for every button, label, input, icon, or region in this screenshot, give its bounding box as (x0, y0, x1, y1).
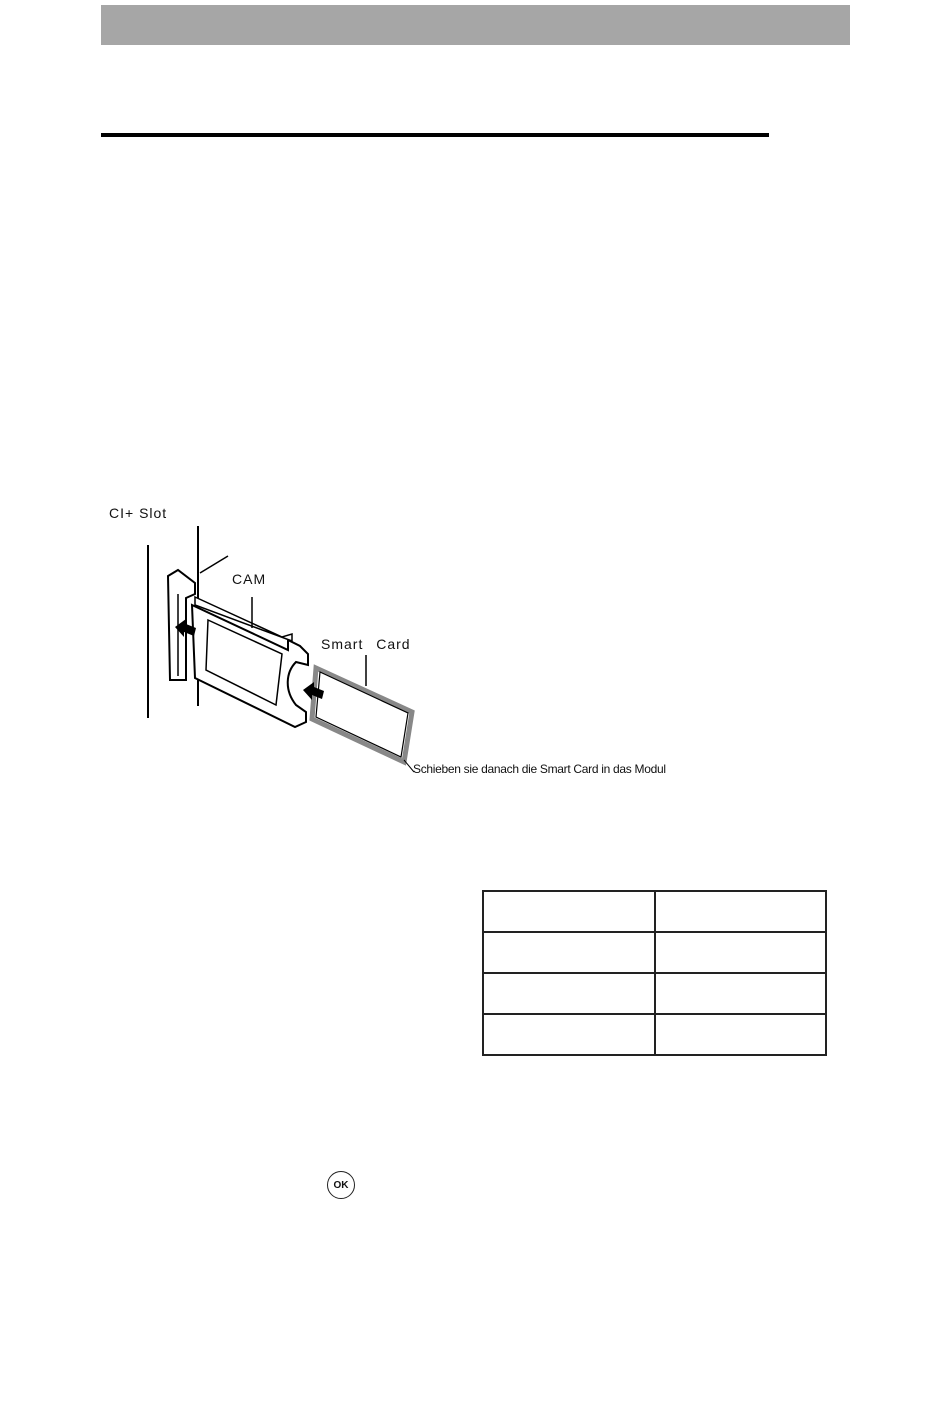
data-table (482, 890, 827, 1056)
table-cell (655, 891, 827, 932)
table-cell (483, 932, 655, 973)
table-row (483, 932, 826, 973)
table-cell (655, 932, 827, 973)
table-cell (483, 1014, 655, 1055)
table-cell (655, 973, 827, 1014)
table-cell (483, 891, 655, 932)
cam-label: CAM (232, 571, 267, 587)
table-cell (655, 1014, 827, 1055)
table-row (483, 891, 826, 932)
ok-button-icon (327, 1171, 355, 1199)
figure-caption: Schieben sie danach die Smart Card in das Modul (413, 762, 666, 776)
page-header-bar (101, 5, 850, 45)
table-cell (483, 973, 655, 1014)
table-row (483, 1014, 826, 1055)
table-row (483, 973, 826, 1014)
cam-module (192, 597, 308, 727)
smart-card-label: Smart Card (321, 636, 411, 652)
title-rule (101, 133, 769, 137)
cam-insertion-illustration (100, 500, 740, 790)
smart-card (312, 668, 412, 762)
ci-slot-label: CI+ Slot (109, 505, 168, 521)
ok-label: OK (333, 1179, 349, 1191)
